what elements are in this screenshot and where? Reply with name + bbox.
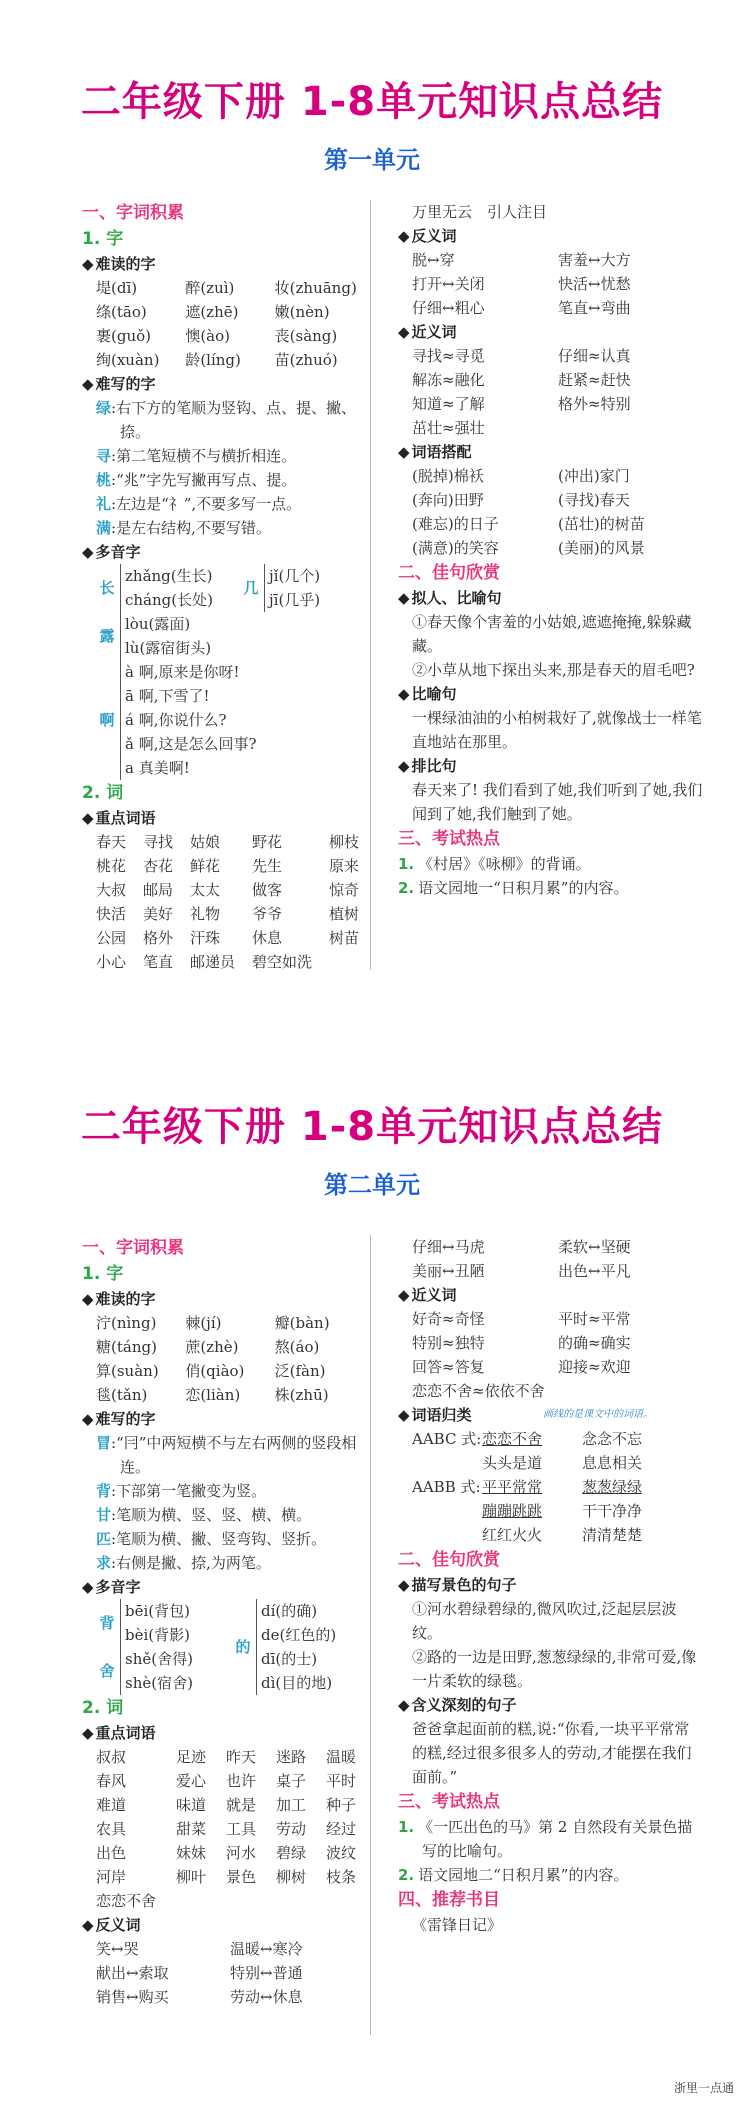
word: 恋恋不舍 <box>482 1430 543 1448</box>
word-item: 经过 <box>326 1820 357 1838</box>
char: 满 <box>96 519 112 537</box>
word-item: 景色 <box>226 1868 257 1886</box>
word-item: 就是 <box>226 1796 257 1814</box>
word-pair: 特别≈独特 <box>412 1334 485 1352</box>
list-item: 算(suàn) <box>96 1362 159 1380</box>
synonym-list <box>398 1307 704 1379</box>
key-words-list <box>82 1745 364 1913</box>
reading: zhǎng(生长) <box>125 567 213 585</box>
word-item: 笔直 <box>143 953 174 971</box>
bullet-heading: ◆ 反义词 <box>398 224 704 248</box>
sentence: ①春天像个害羞的小姑娘,遮遮掩掩,躲躲藏藏。 <box>412 613 692 655</box>
reading: á 啊,你说什么? <box>125 711 227 729</box>
synonym-list <box>398 344 704 440</box>
polyphone-readings <box>264 564 320 612</box>
word-item: 惊奇 <box>329 881 360 899</box>
note-text: 下部第一笔撇变为竖。 <box>116 1482 267 1500</box>
word-item: 柳树 <box>276 1868 307 1886</box>
word-item: 味道 <box>176 1796 207 1814</box>
polyphone-char: 啊 <box>99 711 115 729</box>
word-item: 枝条 <box>326 1868 357 1886</box>
list-item: 甘:笔顺为横、竖、竖、横、横。 <box>96 1506 312 1524</box>
polyphone-group <box>232 1599 336 1695</box>
polyphone-char: 舍 <box>99 1662 115 1680</box>
aabc-row <box>398 1427 704 1475</box>
list-item <box>398 1863 704 1887</box>
list-item: 绦(tāo) <box>96 303 147 321</box>
collocation: (奔向)田野 <box>412 491 484 509</box>
page-unit-2 <box>0 1040 744 2050</box>
polyphone-group <box>82 1599 232 1647</box>
word-item <box>176 1889 214 1913</box>
word-item: 出色 <box>96 1844 127 1862</box>
word-pair: 劳动↔休息 <box>230 1988 303 2006</box>
section-heading: 三、考试热点 <box>398 1792 500 1812</box>
word-item: 杏花 <box>143 857 174 875</box>
section-heading: 一、字词积累 <box>82 203 184 223</box>
list-item: 糖(táng) <box>96 1338 157 1356</box>
pattern-label: AABB 式: <box>412 1478 481 1496</box>
list-item: 求:右侧是撇、捺,为两笔。 <box>96 1554 271 1572</box>
reading: shè(宿舍) <box>125 1674 193 1692</box>
item-text: 《村居》《咏柳》的背诵。 <box>418 855 591 873</box>
bullet-heading: ◆ 拟人、比喻句 <box>398 586 704 610</box>
word-pair: 温暖↔寒冷 <box>230 1940 303 1958</box>
word-item: 柳枝 <box>329 833 360 851</box>
word-item: 碧绿 <box>276 1844 307 1862</box>
sentence: ②路的一边是田野,葱葱绿绿的,非常可爱,像一片柔软的绿毯。 <box>412 1648 697 1690</box>
section-heading: 三、考试热点 <box>398 829 500 849</box>
sub-heading: 1. 字 <box>82 1264 124 1284</box>
footer-watermark: 浙里一点通 <box>673 2081 734 2095</box>
word-pair: 格外≈特别 <box>558 395 631 413</box>
bullet-heading: ◆ 反义词 <box>82 1913 364 1937</box>
collocation: (满意)的笑容 <box>412 539 499 557</box>
column-divider <box>370 200 371 970</box>
word-pair: 赶紧≈赶快 <box>558 371 631 389</box>
word-item <box>329 950 364 974</box>
bullet-heading: ◆ 多音字 <box>82 1575 364 1599</box>
list-item <box>398 1815 704 1863</box>
word-item: 野花 <box>252 833 283 851</box>
word-item <box>226 1889 264 1913</box>
reading: jǐ(几个) <box>269 567 321 585</box>
bullet-heading: ◆ 含义深刻的句子 <box>398 1693 704 1717</box>
word-item: 妹妹 <box>176 1844 207 1862</box>
word-item: 农具 <box>96 1820 127 1838</box>
word-item: 春天 <box>96 833 127 851</box>
word-item: 桃花 <box>96 857 127 875</box>
antonym-list <box>398 248 704 320</box>
word-item: 平时 <box>326 1772 357 1790</box>
list-item: 冒:“冃”中两短横不与左右两侧的竖段相连。 <box>96 1434 357 1476</box>
list-item: 懊(ào) <box>185 327 231 345</box>
bullet-heading: ◆ 描写景色的句子 <box>398 1573 704 1597</box>
word-pair: 笑↔哭 <box>96 1940 139 1958</box>
note-text: 右侧是撇、捺,为两笔。 <box>116 1554 271 1572</box>
word-item: 姑娘 <box>190 833 221 851</box>
word-item: 种子 <box>326 1796 357 1814</box>
hard-read-list <box>82 1311 364 1407</box>
list-item: 株(zhū) <box>274 1386 329 1404</box>
word: 红红火火 <box>482 1526 543 1544</box>
word-item: 柳叶 <box>176 1868 207 1886</box>
reading: jī(几乎) <box>269 591 321 609</box>
unit-title: 第一单元 <box>324 146 420 174</box>
word: 干干净净 <box>582 1502 643 1520</box>
word-item: 波纹 <box>326 1844 357 1862</box>
page-unit-1 <box>0 0 744 1010</box>
reading: dí(的确) <box>261 1602 318 1620</box>
antonym-list-continued <box>398 1235 704 1283</box>
list-item <box>398 852 704 876</box>
word-item <box>326 1889 364 1913</box>
word-pair: 特别↔普通 <box>230 1964 303 1982</box>
polyphone-readings <box>256 1599 336 1695</box>
word-pair: 出色↔平凡 <box>558 1262 631 1280</box>
polyphone-group <box>82 612 364 660</box>
char: 匹 <box>96 1530 112 1548</box>
right-column <box>398 1235 704 1937</box>
list-item: 恋(liàn) <box>185 1386 241 1404</box>
reading: lù(露宿街头) <box>125 639 212 657</box>
item-text: 《一匹出色的马》第 2 自然段有关景色描写的比喻句。 <box>418 1818 693 1860</box>
collocation: (美丽)的风景 <box>558 539 645 557</box>
word-item: 劳动 <box>276 1820 307 1838</box>
collocation: (寻找)春天 <box>558 491 630 509</box>
word-item: 大叔 <box>96 881 127 899</box>
word-item: 甜菜 <box>176 1820 207 1838</box>
section-heading: 二、佳句欣赏 <box>398 1550 500 1570</box>
reading: dì(目的地) <box>261 1674 333 1692</box>
list-item: 妆(zhuāng) <box>274 279 357 297</box>
word-item <box>276 1889 314 1913</box>
list-item: 丧(sàng) <box>274 327 338 345</box>
char: 背 <box>96 1482 112 1500</box>
polyphone-readings <box>120 1599 190 1647</box>
word-pair: 平时≈平常 <box>558 1310 631 1328</box>
text-line: 恋恋不舍≈依依不舍 <box>412 1382 545 1400</box>
word-pair: 知道≈了解 <box>412 395 485 413</box>
reading: a 真美啊! <box>125 759 190 777</box>
pattern-label: AABC 式: <box>412 1430 482 1448</box>
column-divider <box>370 1235 371 2035</box>
word-pair: 脱↔穿 <box>412 251 455 269</box>
reading: dī(的士) <box>261 1650 318 1668</box>
pattern-words <box>482 1475 682 1547</box>
pattern-words <box>482 1427 682 1475</box>
word-item: 加工 <box>276 1796 307 1814</box>
polyphone-readings <box>120 612 211 660</box>
aabb-row <box>398 1475 704 1547</box>
bullet-heading: ◆ 近义词 <box>398 1283 704 1307</box>
word-item: 工具 <box>226 1820 257 1838</box>
word-item: 也许 <box>226 1772 257 1790</box>
word-item: 爱心 <box>176 1772 207 1790</box>
word: 息息相关 <box>582 1454 643 1472</box>
word-item: 春风 <box>96 1772 127 1790</box>
word-item: 植树 <box>329 905 360 923</box>
word-item: 桌子 <box>276 1772 307 1790</box>
word-pair: 销售↔购买 <box>96 1988 169 2006</box>
list-item: 遮(zhē) <box>185 303 239 321</box>
list-item: 绚(xuàn) <box>96 351 160 369</box>
word-pair: 迎接≈欢迎 <box>558 1358 631 1376</box>
word-pair: 笔直↔弯曲 <box>558 299 631 317</box>
word-item: 原来 <box>329 857 360 875</box>
word: 葱葱绿绿 <box>582 1478 643 1496</box>
list-item: 苗(zhuó) <box>274 351 338 369</box>
book-title: 《雷锋日记》 <box>412 1916 503 1934</box>
word-class-block <box>398 1403 704 1427</box>
reading: ǎ 啊,这是怎么回事? <box>125 735 257 753</box>
list-item: 毯(tǎn) <box>96 1386 148 1404</box>
polyphone-block <box>82 1599 364 1695</box>
item-number: 1. <box>398 1818 415 1836</box>
hard-read-list <box>82 276 364 372</box>
reading: bèi(背影) <box>125 1626 190 1644</box>
polyphone-readings <box>120 660 257 780</box>
sub-heading: 2. 词 <box>82 783 124 803</box>
word-item: 寻找 <box>143 833 174 851</box>
word-pair: 好奇≈奇怪 <box>412 1310 485 1328</box>
bullet-heading: ◆ 难读的字 <box>82 252 364 276</box>
word-pair: 美丽↔丑陋 <box>412 1262 485 1280</box>
sentence: 一棵绿油油的小柏树栽好了,就像战士一样笔直地站在那里。 <box>412 709 702 751</box>
item-number: 2. <box>398 1866 415 1884</box>
reading: cháng(长处) <box>125 591 213 609</box>
list-item: 龄(líng) <box>185 351 241 369</box>
word-item: 礼物 <box>190 905 221 923</box>
word-item: 叔叔 <box>96 1748 127 1766</box>
section-heading: 一、字词积累 <box>82 1238 184 1258</box>
polyphone-group <box>82 660 364 780</box>
bullet-heading: ◆ 近义词 <box>398 320 704 344</box>
item-text: 语文园地二“日积月累”的内容。 <box>418 1866 629 1884</box>
list-item: 熬(áo) <box>274 1338 320 1356</box>
list-item: 裹(guǒ) <box>96 327 151 345</box>
word-item: 温暖 <box>326 1748 357 1766</box>
sentence: ①河水碧绿碧绿的,微风吹过,泛起层层波纹。 <box>412 1600 677 1642</box>
word-pair: 寻找≈寻觅 <box>412 347 485 365</box>
polyphone-char: 几 <box>243 579 259 597</box>
reading: de(红色的) <box>261 1626 337 1644</box>
word-pair: 仔细↔粗心 <box>412 299 485 317</box>
note-text: 笔顺为横、撇、竖弯钩、竖折。 <box>116 1530 327 1548</box>
word-pair: 仔细↔马虎 <box>412 1238 485 1256</box>
word-item: 昨天 <box>226 1748 257 1766</box>
reading: à 啊,原来是你呀! <box>125 663 240 681</box>
item-text: 语文园地一“日积月累”的内容。 <box>418 879 629 897</box>
list-item: 蔗(zhè) <box>185 1338 239 1356</box>
char: 桃 <box>96 471 112 489</box>
list-item: 泞(nìng) <box>96 1314 157 1332</box>
bullet-heading: ◆ 比喻句 <box>398 682 704 706</box>
polyphone-readings <box>120 564 240 612</box>
collocation-list <box>398 464 704 560</box>
word: 清清楚楚 <box>582 1526 643 1544</box>
sub-heading: 1. 字 <box>82 229 124 249</box>
bullet-heading: ◆ 难写的字 <box>82 372 364 396</box>
list-item: 棘(jí) <box>185 1314 222 1332</box>
reading: shě(舍得) <box>125 1650 193 1668</box>
word: 蹦蹦跳跳 <box>482 1502 543 1520</box>
word-pair: 快活↔忧愁 <box>558 275 631 293</box>
note-text: 第二笔短横不与横折相连。 <box>116 447 297 465</box>
word: 头头是道 <box>482 1454 543 1472</box>
word-item: 足迹 <box>176 1748 207 1766</box>
word-item: 鲜花 <box>190 857 221 875</box>
section-heading: 四、推荐书目 <box>398 1890 500 1910</box>
word-item: 太太 <box>190 881 221 899</box>
word-item: 树苗 <box>329 929 360 947</box>
word-pair: 仔细≈认真 <box>558 347 631 365</box>
polyphone-left <box>82 1599 232 1695</box>
word-item: 难道 <box>96 1796 127 1814</box>
left-column <box>82 200 364 974</box>
char: 寻 <box>96 447 112 465</box>
word-item: 格外 <box>143 929 174 947</box>
word-item: 恋恋不舍 <box>96 1892 157 1910</box>
reading: bēi(背包) <box>125 1602 190 1620</box>
collocation: (脱掉)棉袄 <box>412 467 484 485</box>
polyphone-group <box>82 564 364 612</box>
note-text: 右下方的笔顺为竖钩、点、提、撇、捺。 <box>116 399 357 441</box>
bullet-heading: ◆ 重点词语 <box>82 1721 364 1745</box>
list-item: 匹:笔顺为横、撇、竖弯钩、竖折。 <box>96 1530 327 1548</box>
word-item: 碧空如洗 <box>252 953 313 971</box>
collocation: (茁壮)的树苗 <box>558 515 645 533</box>
word-item: 小心 <box>96 953 127 971</box>
note-text: 笔顺为横、竖、竖、横、横。 <box>116 1506 312 1524</box>
word-item: 爷爷 <box>252 905 283 923</box>
antonym-list <box>82 1937 364 2009</box>
list-item: 俏(qiào) <box>185 1362 245 1380</box>
sub-heading: 2. 词 <box>82 1698 124 1718</box>
word-item: 做客 <box>252 881 283 899</box>
polyphone-char: 的 <box>235 1638 251 1656</box>
collocation: (难忘)的日子 <box>412 515 499 533</box>
polyphone-char: 背 <box>99 1614 115 1632</box>
word-item: 汗珠 <box>190 929 221 947</box>
bullet-heading: ◆ 排比句 <box>398 754 704 778</box>
list-item: 绿:右下方的笔顺为竖钩、点、提、撇、捺。 <box>96 399 357 441</box>
text-line: 万里无云 引人注目 <box>412 203 548 221</box>
word-item: 休息 <box>252 929 283 947</box>
polyphone-readings <box>120 1647 193 1695</box>
word-pair: 解冻≈融化 <box>412 371 485 389</box>
word-pair: 害羞↔大方 <box>558 251 631 269</box>
list-item: 满:是左右结构,不要写错。 <box>96 519 271 537</box>
item-number: 2. <box>398 879 415 897</box>
note-text: “兆”字先写撇再写点、提。 <box>116 471 297 489</box>
sentence: 爸爸拿起面前的糕,说:“你看,一块平平常常的糕,经过很多很多人的劳动,才能摆在我们面前。” <box>412 1720 692 1786</box>
note-text: 左边是“礻”,不要多写一点。 <box>116 495 302 513</box>
handwritten-note: 画线的是课文中的词语。 <box>543 1409 653 1420</box>
word-pair: 茁壮≈强壮 <box>412 419 485 437</box>
list-item: 礼:左边是“礻”,不要多写一点。 <box>96 495 302 513</box>
list-item: 背:下部第一笔撇变为竖。 <box>96 1482 267 1500</box>
key-words-list <box>82 830 364 974</box>
note-text: “冃”中两短横不与左右两侧的竖段相连。 <box>116 1434 357 1476</box>
left-column <box>82 1235 364 2009</box>
word-pair: 的确≈确实 <box>558 1334 631 1352</box>
unit-title: 第二单元 <box>324 1171 420 1199</box>
list-item: 嫩(nèn) <box>274 303 330 321</box>
polyphone-group <box>82 1647 232 1695</box>
list-item: 瓣(bàn) <box>274 1314 330 1332</box>
word: 念念不忘 <box>582 1430 643 1448</box>
char: 冒 <box>96 1434 112 1452</box>
word-item: 先生 <box>252 857 283 875</box>
char: 绿 <box>96 399 112 417</box>
word-item: 美好 <box>143 905 174 923</box>
page-title: 二年级下册 1-8单元知识点总结 <box>80 1104 664 1150</box>
word-item: 快活 <box>96 905 127 923</box>
bullet-heading: ◆ 难写的字 <box>82 1407 364 1431</box>
bullet-heading: ◆ 重点词语 <box>82 806 364 830</box>
list-item: 堤(dī) <box>96 279 138 297</box>
bullet-heading: ◆ 难读的字 <box>82 1287 364 1311</box>
list-item: 泛(fàn) <box>274 1362 326 1380</box>
list-item: 醉(zuì) <box>185 279 235 297</box>
word-item: 邮递员 <box>190 953 236 971</box>
polyphone-char: 长 <box>99 579 115 597</box>
right-column <box>398 200 704 900</box>
section-heading: 二、佳句欣赏 <box>398 563 500 583</box>
char: 甘 <box>96 1506 112 1524</box>
word-item: 公园 <box>96 929 127 947</box>
word-item: 邮局 <box>143 881 174 899</box>
word-pair <box>558 416 704 440</box>
list-item <box>398 876 704 900</box>
list-item: 寻:第二笔短横不与横折相连。 <box>96 447 297 465</box>
bullet-heading: ◆ 词语归类 <box>398 1403 704 1427</box>
word-item: 迷路 <box>276 1748 307 1766</box>
word-pair: 回答≈答复 <box>412 1358 485 1376</box>
word-item: 河水 <box>226 1844 257 1862</box>
polyphone-char: 露 <box>99 627 115 645</box>
char: 求 <box>96 1554 112 1572</box>
page-title: 二年级下册 1-8单元知识点总结 <box>80 79 664 125</box>
char: 礼 <box>96 495 112 513</box>
bullet-heading: ◆ 多音字 <box>82 540 364 564</box>
sentence: ②小草从地下探出头来,那是春天的眉毛吧? <box>412 661 695 679</box>
note-text: 是左右结构,不要写错。 <box>116 519 271 537</box>
reading: ā 啊,下雪了! <box>125 687 210 705</box>
item-number: 1. <box>398 855 415 873</box>
reading: lòu(露面) <box>125 615 191 633</box>
word-pair: 柔软↔坚硬 <box>558 1238 631 1256</box>
list-item: 桃:“兆”字先写撇再写点、提。 <box>96 471 297 489</box>
word: 平平常常 <box>482 1478 543 1496</box>
word-pair: 献出↔索取 <box>96 1964 169 1982</box>
collocation: (冲出)家门 <box>558 467 630 485</box>
word-item: 河岸 <box>96 1868 127 1886</box>
sentence: 春天来了! 我们看到了她,我们听到了她,我们闻到了她,我们触到了她。 <box>412 781 703 823</box>
word-pair: 打开↔关闭 <box>412 275 485 293</box>
bullet-heading: ◆ 词语搭配 <box>398 440 704 464</box>
